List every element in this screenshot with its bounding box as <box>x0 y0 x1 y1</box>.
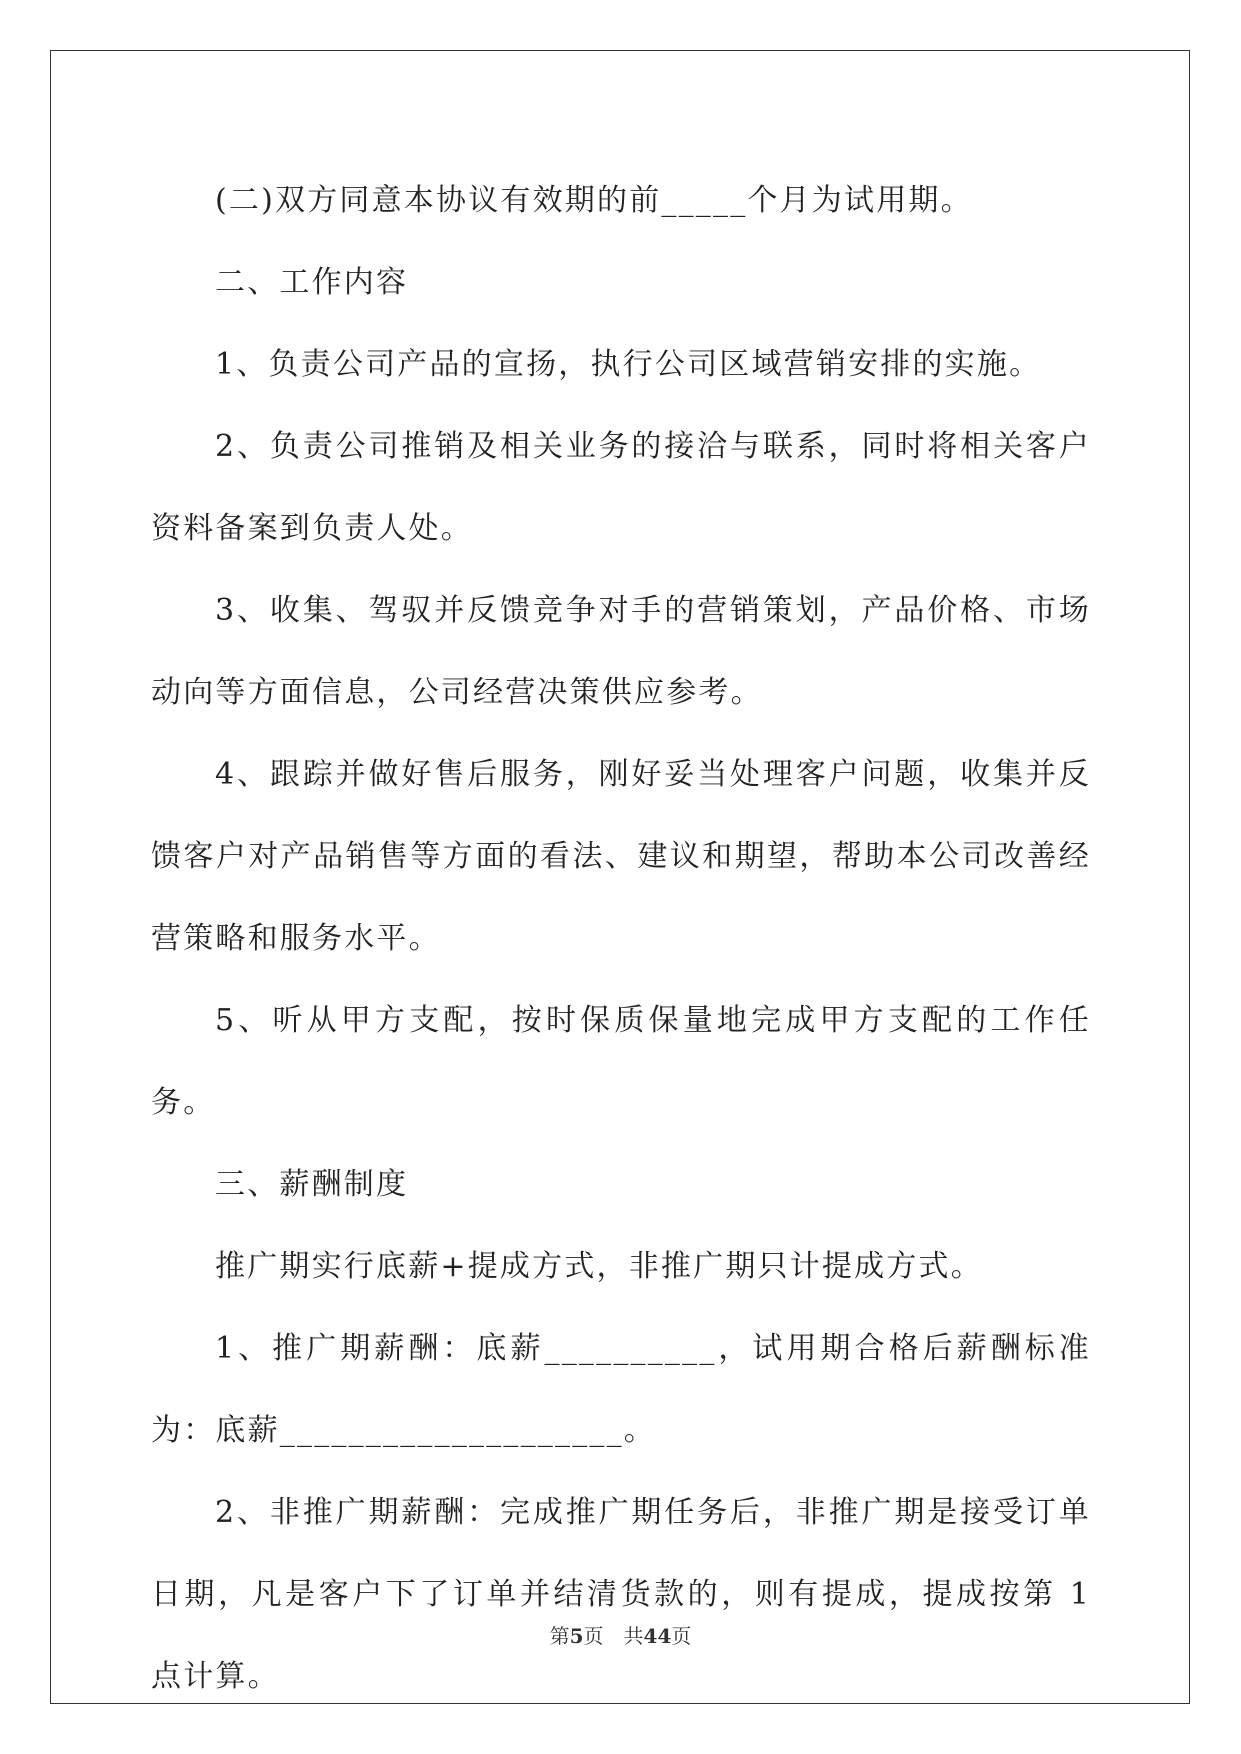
paragraph-salary-item-2: 2、非推广期薪酬：完成推广期任务后，非推广期是接受订单日期，凡是客户下了订单并结清货款的，则有提成，提成按第 1 点计算。 <box>151 1495 1103 1694</box>
paragraph-item-2: 2、负责公司推销及相关业务的接洽与联系，同时将相关客户资料备案到负责人处。 <box>151 429 1091 546</box>
footer-page-prefix: 第 <box>549 1624 570 1648</box>
paragraph-item-4: 4、跟踪并做好售后服务，刚好妥当处理客户问题，收集并反馈客户对产品销售等方面的看法、建议和期望，帮助本公司改善经营策略和服务水平。 <box>151 757 1091 956</box>
footer-total-prefix: 共 <box>623 1624 644 1648</box>
document-body <box>151 160 1103 1718</box>
paragraph-salary-intro: 推广期实行底薪+提成方式，非推广期只计提成方式。 <box>215 1249 983 1284</box>
paragraph-item-5: 5、听从甲方支配，按时保质保量地完成甲方支配的工作任务。 <box>151 1003 1091 1120</box>
paragraph-item-1: 1、负责公司产品的宣扬，执行公司区域营销安排的实施。 <box>215 347 1042 382</box>
heading-work-content: 二、工作内容 <box>215 265 409 300</box>
footer-page-suffix: 页 <box>583 1624 604 1648</box>
footer-total-pages: 44 <box>643 1624 672 1648</box>
paragraph-item-3: 3、收集、驾驭并反馈竞争对手的营销策划，产品价格、市场动向等方面信息，公司经营决策供应参考。 <box>151 593 1091 710</box>
footer-page-number: 5 <box>569 1624 584 1648</box>
paragraph-probation: (二)双方同意本协议有效期的前_____个月为试用期。 <box>215 183 973 218</box>
heading-salary-system: 三、薪酬制度 <box>215 1167 409 1202</box>
footer-total-suffix: 页 <box>671 1624 692 1648</box>
page-footer <box>0 1620 1241 1649</box>
paragraph-salary-item-1: 1、推广期薪酬：底薪__________，试用期合格后薪酬标准为：底薪____________________。 <box>151 1331 1091 1448</box>
